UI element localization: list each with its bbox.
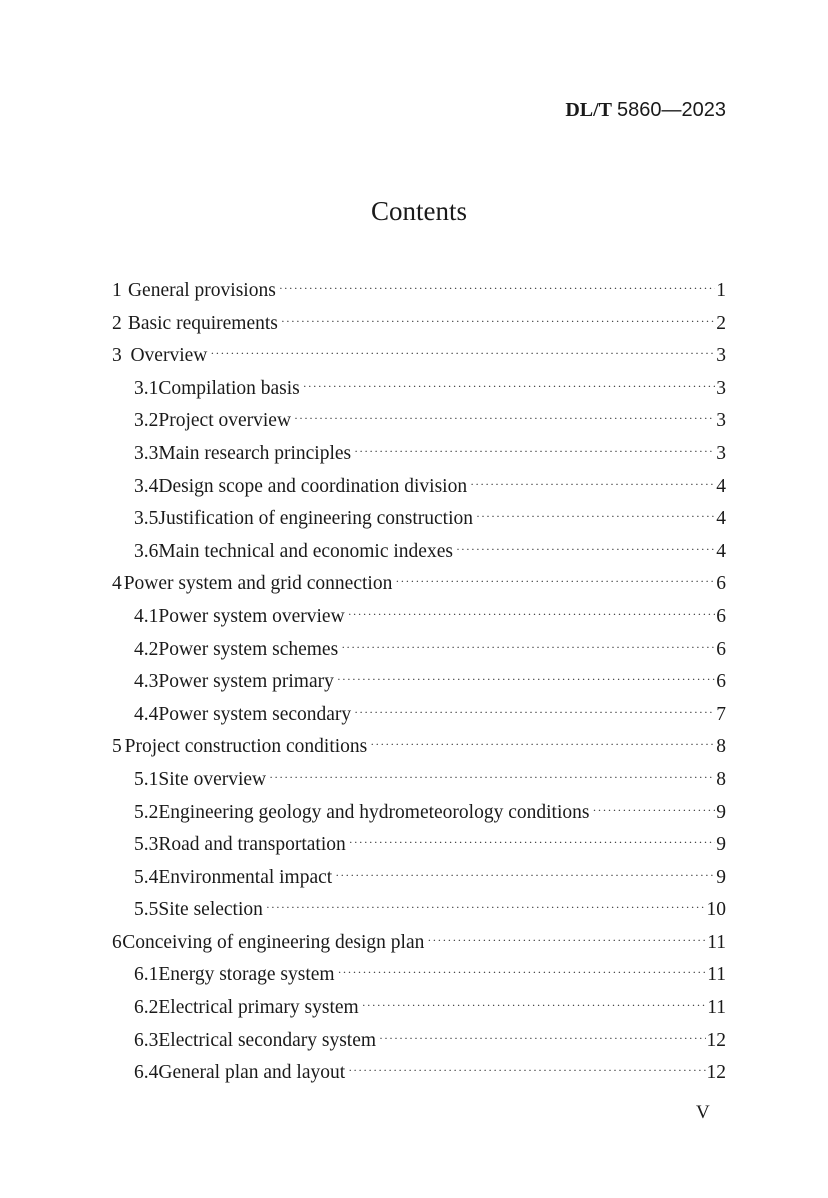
toc-entry[interactable] — [112, 410, 726, 443]
toc-entry[interactable] — [112, 443, 726, 476]
toc-entry-label: Energy storage system — [158, 964, 335, 986]
toc-entry-label: Power system primary — [158, 671, 334, 693]
toc-entry-label: General plan and layout — [158, 1062, 346, 1084]
toc-entry-page: 11 — [707, 997, 726, 1019]
toc-entry-page: 3 — [716, 377, 726, 399]
toc-entry-number: 6.1 — [134, 964, 159, 986]
toc-entry-number: 6.4 — [134, 1062, 159, 1084]
page-folio: V — [696, 1102, 710, 1123]
toc-entry-page: 9 — [716, 801, 726, 823]
toc-leader-dots — [281, 314, 715, 329]
toc-entry[interactable] — [112, 932, 726, 965]
toc-entry-label: Environmental impact — [158, 866, 333, 888]
toc-leader-dots — [379, 1031, 705, 1046]
toc-leader-dots — [303, 379, 716, 394]
standard-number: 5860—2023 — [617, 99, 726, 121]
toc-entry-number: 4.2 — [134, 638, 159, 660]
toc-entry-page: 10 — [706, 899, 726, 921]
toc-entry-number: 4.4 — [134, 703, 159, 725]
toc-entry[interactable] — [112, 280, 726, 313]
toc-leader-dots — [354, 705, 715, 720]
toc-leader-dots — [427, 933, 706, 948]
toc-leader-dots — [349, 835, 716, 850]
toc-entry[interactable] — [112, 704, 726, 737]
toc-entry-label: Project overview — [158, 410, 292, 432]
toc-entry-number: 3.6 — [134, 540, 159, 562]
toc-leader-dots — [338, 965, 707, 980]
toc-entry-label: Basic requirements — [127, 312, 278, 334]
toc-entry-number: 3.5 — [134, 508, 159, 530]
toc-entry-number: 5 — [112, 736, 122, 758]
toc-entry-number: 6.2 — [134, 997, 159, 1019]
toc-entry-label: Electrical secondary system — [158, 1029, 377, 1051]
table-of-contents — [112, 280, 726, 1095]
toc-entry-label: Road and transportation — [158, 834, 346, 856]
toc-entry-page: 4 — [716, 508, 726, 530]
standard-code — [565, 99, 726, 122]
toc-entry-label: Site overview — [158, 768, 267, 790]
toc-entry-page: 3 — [716, 442, 726, 464]
toc-entry-number: 5.4 — [134, 866, 159, 888]
toc-entry-page: 6 — [716, 638, 726, 660]
toc-entry-page: 11 — [707, 931, 726, 953]
toc-entry-page: 4 — [716, 475, 726, 497]
toc-entry-page: 3 — [716, 345, 726, 367]
toc-entry-page: 6 — [716, 671, 726, 693]
toc-entry[interactable] — [112, 997, 726, 1030]
toc-leader-dots — [470, 477, 715, 492]
toc-entry-number: 5.5 — [134, 899, 159, 921]
toc-leader-dots — [354, 444, 715, 459]
toc-leader-dots — [348, 1063, 705, 1078]
toc-leader-dots — [341, 640, 715, 655]
toc-entry-number: 4.3 — [134, 671, 159, 693]
toc-entry-label: Electrical primary system — [158, 997, 359, 1019]
toc-entry-page: 3 — [716, 410, 726, 432]
toc-entry-number: 6.3 — [134, 1029, 159, 1051]
toc-entry[interactable] — [112, 541, 726, 574]
toc-entry-label: Project construction conditions — [124, 736, 368, 758]
toc-entry-label: Main technical and economic indexes — [158, 540, 453, 562]
toc-entry-label: Main research principles — [158, 442, 352, 464]
toc-entry-page: 12 — [706, 1062, 726, 1084]
toc-entry-number: 4 — [112, 573, 122, 595]
toc-entry[interactable] — [112, 867, 726, 900]
toc-entry-number: 3.2 — [134, 410, 159, 432]
toc-entry-page: 9 — [716, 866, 726, 888]
toc-leader-dots — [362, 998, 707, 1013]
toc-leader-dots — [279, 281, 715, 296]
toc-entry-label: Justification of engineering construction — [158, 508, 474, 530]
toc-entry[interactable] — [112, 606, 726, 639]
toc-entry-number: 3 — [112, 345, 122, 367]
toc-entry[interactable] — [112, 345, 726, 378]
toc-entry[interactable] — [112, 964, 726, 997]
toc-entry-page: 8 — [716, 736, 726, 758]
toc-entry[interactable] — [112, 1062, 726, 1095]
toc-entry-number: 5.3 — [134, 834, 159, 856]
toc-entry-number: 3.1 — [134, 377, 159, 399]
toc-entry-page: 11 — [707, 964, 726, 986]
toc-entry-number: 6 — [112, 931, 122, 953]
toc-entry-page: 7 — [716, 703, 726, 725]
toc-entry-number: 3.4 — [134, 475, 159, 497]
toc-entry[interactable] — [112, 671, 726, 704]
toc-entry-page: 1 — [716, 280, 726, 301]
toc-entry-label: Design scope and coordination division — [158, 475, 468, 497]
toc-entry-page: 6 — [716, 605, 726, 627]
standard-prefix: DL/T — [565, 99, 613, 121]
toc-leader-dots — [370, 737, 715, 752]
toc-entry[interactable] — [112, 508, 726, 541]
toc-leader-dots — [348, 607, 716, 622]
toc-entry-label: Compilation basis — [158, 377, 300, 399]
toc-leader-dots — [592, 803, 715, 818]
toc-entry[interactable] — [112, 573, 726, 606]
toc-entry-page: 6 — [716, 573, 726, 595]
toc-entry-label: Conceiving of engineering design plan — [122, 931, 425, 953]
toc-entry-label: General provisions — [127, 280, 276, 301]
toc-entry[interactable] — [112, 378, 726, 411]
toc-entry[interactable] — [112, 476, 726, 509]
toc-entry-number: 5.1 — [134, 768, 159, 790]
toc-entry[interactable] — [112, 313, 726, 346]
toc-entry-page: 4 — [716, 540, 726, 562]
toc-leader-dots — [294, 411, 715, 426]
toc-entry-number: 5.2 — [134, 801, 159, 823]
toc-entry-number: 4.1 — [134, 605, 159, 627]
toc-entry[interactable] — [112, 1030, 726, 1063]
toc-entry-number: 1 — [112, 280, 122, 301]
toc-entry[interactable] — [112, 834, 726, 867]
toc-entry-page: 2 — [716, 312, 726, 334]
toc-entry-label: Power system schemes — [158, 638, 339, 660]
toc-leader-dots — [335, 868, 715, 883]
toc-entry-label: Power system secondary — [158, 703, 352, 725]
toc-entry[interactable] — [112, 769, 726, 802]
toc-leader-dots — [395, 574, 715, 589]
toc-leader-dots — [337, 672, 715, 687]
toc-entry-page: 8 — [716, 768, 726, 790]
toc-leader-dots — [476, 509, 715, 524]
toc-leader-dots — [269, 770, 715, 785]
toc-leader-dots — [456, 542, 715, 557]
toc-entry-label: Overview — [130, 345, 208, 367]
page-title: Contents — [370, 196, 467, 226]
toc-entry-label: Power system overview — [158, 605, 345, 627]
toc-leader-dots — [210, 346, 715, 361]
toc-entry[interactable] — [112, 639, 726, 672]
toc-entry[interactable] — [112, 736, 726, 769]
toc-entry-number: 3.3 — [134, 442, 159, 464]
toc-entry-number: 2 — [112, 312, 122, 334]
toc-entry-label: Site selection — [158, 899, 263, 921]
toc-entry[interactable] — [112, 802, 726, 835]
toc-entry-label: Engineering geology and hydrometeorology conditions — [158, 801, 590, 823]
toc-entry-label: Power system and grid connection — [123, 573, 393, 595]
toc-entry-page: 12 — [706, 1029, 726, 1051]
toc-entry[interactable] — [112, 899, 726, 932]
toc-entry-page: 9 — [716, 834, 726, 856]
toc-leader-dots — [266, 900, 706, 915]
